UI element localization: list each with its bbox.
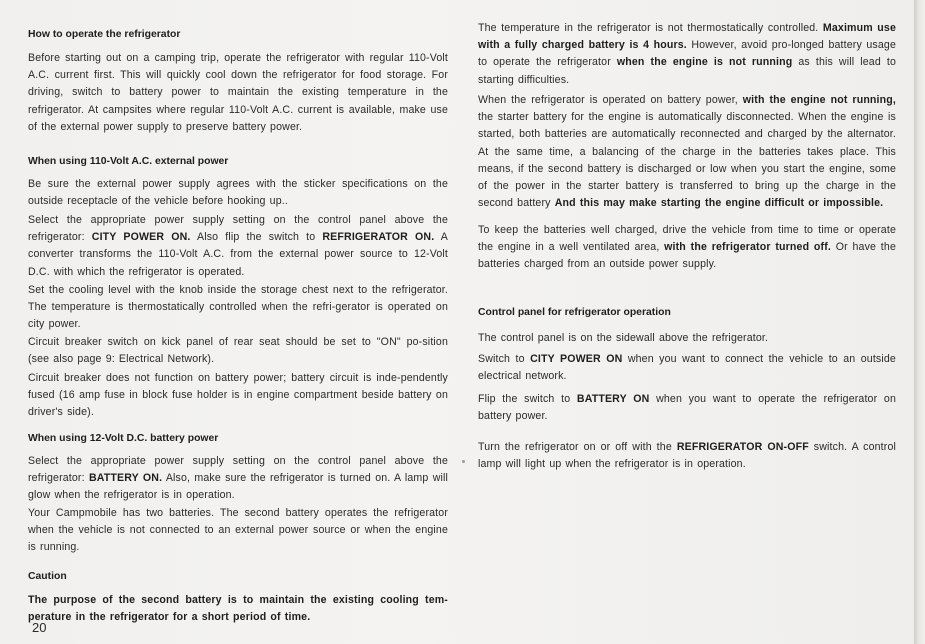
text: A converter transforms the 110-Volt A.C. from the external power source to 12-Volt D.C. with which the refrigerator is operated.: [28, 231, 449, 278]
heading-12-volt: When using 12-Volt D.C. battery power: [28, 433, 219, 444]
emphasis-refrigerator-on: REFRIGERATOR ON.: [322, 231, 435, 244]
heading-caution: Caution: [28, 571, 67, 582]
paragraph-keep-charged: [478, 222, 896, 274]
text: However, avoid pro-longed battery usage to operate the refrigerator: [478, 39, 896, 69]
emphasis-engine-not-running: when the engine is not running: [616, 56, 793, 69]
paragraph-circuit-breaker-battery: Circuit breaker does not function on battery power; battery circuit is inde-pendently fused (16 amp fuse in block fuse holder is in engine compartment beside battery on driver's side).: [28, 372, 448, 419]
paragraph-switch-city-power: [478, 351, 896, 385]
paragraph-battery-operation: [478, 92, 896, 212]
text: Turn the refrigerator on or off with the: [478, 441, 677, 453]
paragraph-on-off-switch: [478, 439, 896, 473]
paragraph-battery-on: [28, 453, 448, 505]
paragraph-city-power: [28, 212, 448, 281]
emphasis-battery-on: BATTERY ON.: [88, 472, 163, 485]
text: Select the appropriate power supply setting on the control panel above the refrigerator:: [28, 455, 448, 485]
text: the starter battery for the engine is automatically disconnected. When the engine is started, both batteries are automatically reconnected and charged by the alternator. At the same time, a balancing of the charge in the batteries takes place. This means, if the second battery is discharged or low when you start the engine, some of the power in the starter battery is transferred to bring up the charge in the second battery: [478, 111, 896, 210]
text: Select the appropriate power supply setting on the control panel above the refrigerator:: [28, 214, 448, 244]
paragraph-temperature: [478, 20, 896, 89]
heading-110-volt: When using 110-Volt A.C. external power: [28, 156, 229, 167]
text: switch. A control lamp will light up when the refrigerator is in operation.: [478, 441, 897, 471]
text: Or have the batteries charged from an outside power supply.: [478, 241, 896, 271]
text: When the refrigerator is operated on battery power,: [478, 94, 743, 106]
scan-speck: [462, 460, 465, 463]
emphasis-engine-not-running: with the engine not running,: [742, 94, 896, 106]
paragraph-switch-battery: [478, 391, 896, 425]
emphasis-starting-difficult: And this may make starting the engine difficult or impossible.: [554, 197, 884, 210]
page-edge-shadow: [914, 0, 925, 644]
heading-control-panel: Control panel for refrigerator operation: [478, 307, 671, 318]
emphasis-max-use: Maximum use with a fully charged battery is 4 hours.: [478, 22, 896, 52]
paragraph-external-supply: Be sure the external power supply agrees with the sticker specifications on the outside receptacle of the vehicle before hooking up..: [28, 178, 448, 208]
paragraph-control-panel-location: The control panel is on the sidewall above the refrigerator.: [478, 332, 769, 344]
heading-how-to-operate: How to operate the refrigerator: [28, 29, 181, 40]
emphasis-city-power-on: CITY POWER ON.: [91, 231, 191, 244]
page-number: 20: [32, 620, 47, 635]
text: Also, make sure the refrigerator is turned on. A lamp will glow when the refrigerator is in operation.: [28, 472, 449, 502]
text: when you want to operate the refrigerator on battery power.: [478, 393, 896, 423]
emphasis-refrigerator-on-off: REFRIGERATOR ON-OFF: [676, 441, 809, 453]
text: Switch to: [478, 353, 531, 365]
emphasis-battery-on: BATTERY ON: [576, 393, 650, 405]
text: as this will lead to starting difficulties.: [478, 56, 896, 86]
paragraph-before-starting: Before starting out on a camping trip, operate the refrigerator with regular 110-Volt A.C. current first. This will quickly cool down the refrigerator for food storage. For driving, switch to battery power to maintain the existing temperature in the refrigerator. At campsites where regular 110-Volt A.C. current is available, make use of the external power supply to preserve battery power.: [28, 52, 448, 133]
emphasis-refrigerator-off: with the refrigerator turned off.: [664, 241, 831, 254]
paragraph-circuit-breaker-switch: Circuit breaker switch on kick panel of rear seat should be set to "ON" po-sition (see also page 9: Electrical Network).: [28, 336, 448, 366]
text: The temperature in the refrigerator is not thermostatically controlled.: [478, 22, 823, 34]
paragraph-cooling-level: Set the cooling level with the knob inside the storage chest next to the refrigerator. The temperature is thermostatically controlled when the refri-gerator is operated on city power.: [28, 284, 448, 331]
caution-text: The purpose of the second battery is to maintain the existing cooling tem-perature in the refrigerator for a short period of time.: [28, 594, 448, 624]
paragraph-two-batteries: Your Campmobile has two batteries. The second battery operates the refrigerator when the vehicle is not connected to an external power source or when the engine is running.: [28, 507, 448, 554]
text: when you want to connect the vehicle to an outside electrical network.: [478, 353, 896, 383]
text: Also flip the switch to: [190, 231, 323, 244]
emphasis-city-power-on: CITY POWER ON: [530, 353, 623, 365]
text: To keep the batteries well charged, drive the vehicle from time to time or operate the engine in a well ventilated area,: [478, 224, 896, 254]
text: Flip the switch to: [478, 393, 577, 405]
